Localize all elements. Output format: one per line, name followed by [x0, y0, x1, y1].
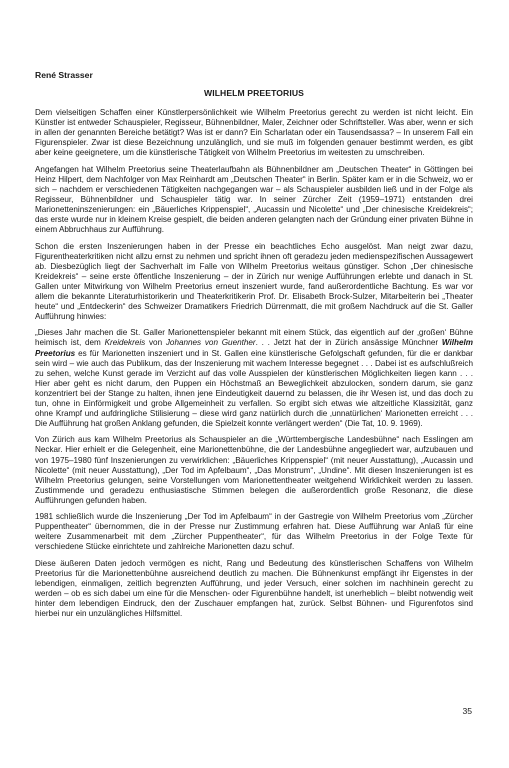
- article-title: WILHELM PREETORIUS: [204, 88, 304, 98]
- author-name: René Strasser: [35, 70, 93, 80]
- paragraph: 1981 schließlich wurde die Inszenierung „Der Tod im Apfelbaum“ in der Gastregie von Wilhelm Preetorius vom „Zürcher Puppentheater“ übernommen, die in der Presse nur Zustimmung erfahren hat. Diese Aufführung war Anlaß für eine weitere Zusammenarbeit mit dem „Zürcher Puppentheater“, für das Wilhelm Preetorius in der Folge Texte für verschiedene Stücke einrichtete und zahlreiche Marionetten dazu schuf.: [35, 512, 473, 552]
- paragraph: Angefangen hat Wilhelm Preetorius seine Theaterlaufbahn als Bühnenbildner am „Deutschen Theater“ in Göttingen bei Heinz Hilpert, dem Nachfolger von Max Reinhardt am „Deutschen Theater“ in Berlin. Später kam er in die Schweiz, wo er sich – nachdem er verschiedenen Tätigkeiten nachgegangen war – als Schauspieler ausbilden ließ und in der Folge als Regisseur, Bühnenbildner und Schauspieler tätig war. In seiner Zürcher Zeit (1959–1971) entstanden drei Marionetteninszenierungen: ein „Bäuerliches Krippenspiel“, „Aucassin und Nicolette“ und „Der chinesische Kreidekreis“; das erste wurde nur in kleinem Kreise gespielt, die beiden anderen gelangten nach der Gründung einer privaten Bühne in einem Abbruchhaus zur Aufführung.: [35, 164, 473, 235]
- paragraph: Dem vielseitigen Schaffen einer Künstlerpersönlichkeit wie Wilhelm Preetorius gerecht zu werden ist nicht leicht. Ein Künstler ist entweder Schauspieler, Regisseur, Bühnenbildner, Maler, Zeichner oder Schriftsteller. Was aber, wenn er sich in allen der genannten Bereiche betätigt? Was ist er dann? Ein Scharlatan oder ein Tausendsassa? – In unserem Fall ein Figurenspieler. Zwar ist diese Bezeichnung unzulänglich, und sie muß im folgenden genauer bestimmt werden, es gibt aber keine geeignetere, um die künstlerische Tätigkeit von Wilhelm Preetorius im weitesten zu umschreiben.: [35, 108, 473, 158]
- quote-paragraph: „Dieses Jahr machen die St. Galler Marionettenspieler bekannt mit einem Stück, das eigentlich auf der ‚großen‘ Bühne heimisch ist, dem Kreidekreis von Johannes von Guenther. . . Jetzt hat der in Zürich ansässige Münchner Wilhelm Preetorius es für Marionetten inszeniert und in St. Gallen eine künstlerische Gefolgschaft gefunden, für die er dankbar sein wird – wie auch das Publikum, das der Inszenierung mit wachem Interesse begegnet . . . Dabei ist es aufschlußreich zu sehen, welche Kunst gerade im Verzicht auf das volle Ausspielen der künstlerischen Möglichkeiten liegen kann . . . Hier aber geht es nicht darum, den Puppen ein Höchstmaß an Beweglichkeit abzulocken, sondern darum, sie ganz konzentriert bei der Stange zu halten, ihnen jene Eindeutigkeit dauernd zu belassen, die ihr Wesen ist, und das doch zu tun, ohne in Einförmigkeit und grobe Allgemeinheit zu verfallen. So ergibt sich etwas wie altzeitliche Klassizität, ganz ohne Krampf und aufdringliche Stilisierung – diese wird ganz natürlich durch die ‚unnatürlichen‘ Marionetten erreicht . . . Die Aufführung hat großen Anklang gefunden, die Spielzeit konnte verlängert werden“ (Die Tat, 10. 9. 1969).: [35, 328, 473, 428]
- page-number: 35: [462, 706, 472, 716]
- paragraph: Schon die ersten Inszenierungen haben in der Presse ein beachtliches Echo ausgelöst. Man neigt zwar dazu, Figurentheaterkritiken nicht allzu ernst zu nehmen und spricht ihnen oft geradezu jeden medienspezifischen Aussagewert ab. Diesbezüglich liegt der Sachverhalt im Falle von Wilhelm Preetorius weitaus günstiger. Schon „Der chinesische Kreidekreis“ – seine erste öffentliche Inszenierung – der in Zürich nur wenige Aufführungen erlebte und danach in St. Gallen unter Mitwirkung von Wilhelm Preetorius erneut inszeniert wurde, fand außerordentliche Bachtung. Es war vor allem die bekannte Literaturhistorikerin und Theaterkritikerin Prof. Dr. Elisabeth Brock-Sulzer, Mitarbeiterin bei „Theater heute“ und „Entdeckerin“ des Schweizer Dramatikers Friedrich Dürrenmatt, die mit großem Nachdruck auf die St. Galler Aufführung hinwies:: [35, 241, 473, 321]
- paragraph: Diese äußeren Daten jedoch vermögen es nicht, Rang und Bedeutung des künstlerischen Schaffens von Wilhelm Preetorius für die Marionettenbühne ausreichend deutlich zu machen. Die Bühnenkunst empfängt ihr Eigenstes in der lebendigen, einmaligen, zeitlich begrenzten Aufführung, und jeder Versuch, einer solchen im nachhinein gerecht zu werden – ob es sich dabei um eine für die Menschen- oder Figurenbühne handelt, ist unerheblich – bleibt notwendig weit hinter dem lebendigen Eindruck, den der Zuschauer empfangen hat, zurück. Selbst Bühnen- und Figurenfotos sind hierbei nur ein unzulängliches Hilfsmittel.: [35, 558, 473, 619]
- article-body: [35, 108, 473, 619]
- paragraph: Von Zürich aus kam Wilhelm Preetorius als Schauspieler an die „Württembergische Landesbühne“ nach Esslingen am Neckar. Hier erhielt er die Gelegenheit, eine Marionettenbühne, die der Landesbühne angegliedert war, aufzubauen und von 1975–1980 fünf Inszenierungen zu verwirklichen: „Bäuerliches Krippenspiel“ (mit neuer Ausstattung), „Aucassin und Nicolette“ (mit neuer Ausstattung), „Der Tod im Apfelbaum“, „Das Monstrum“, „Undine“. Mit diesen Inszenierungen ist es Wilhelm Preetorius gelungen, seine Vorstellungen vom Marionettentheater weitgehend Wirklichkeit werden zu lassen. Zustimmende und geradezu enthusiastische Stimmen belegen die außerordentlich große Resonanz, die diese Aufführungen gefunden haben.: [35, 435, 473, 505]
